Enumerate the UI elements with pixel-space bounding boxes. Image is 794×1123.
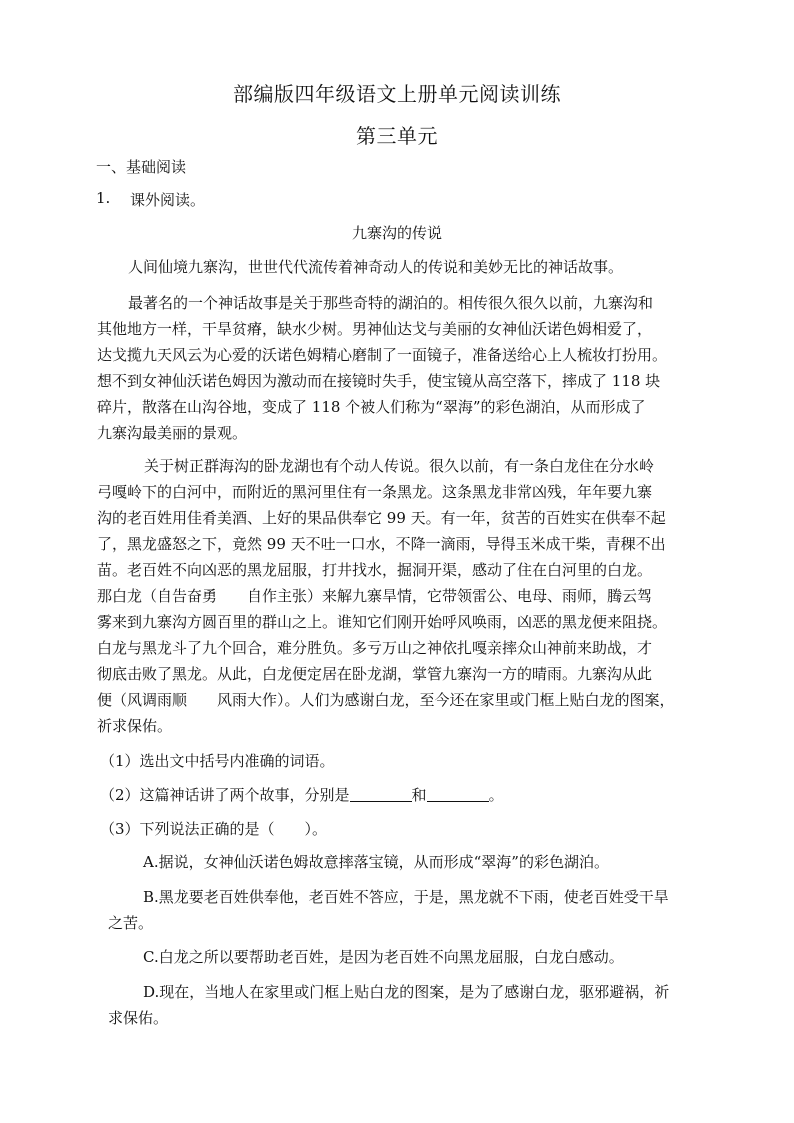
paragraph-2-line: 想不到女神仙沃诺色姆因为激动而在接镜时失手，使宝镜从高空落下，摔成了 118 块 bbox=[97, 372, 661, 390]
option-a: A.据说，女神仙沃诺色姆故意摔落宝镜，从而形成“翠海”的彩色湖泊。 bbox=[143, 853, 609, 871]
passage-title: 九寨沟的传说 bbox=[351, 224, 442, 242]
paragraph-3-line: 雾来到九寨沟方圆百里的群山之上。谁知它们刚开始呼风唤雨，凶恶的黑龙便来阻挠。 bbox=[97, 613, 668, 631]
answer-blank-1[interactable] bbox=[350, 787, 412, 802]
question-text: 课外阅读。 bbox=[130, 191, 206, 209]
document-title: 部编版四年级语文上册单元阅读训练 bbox=[233, 82, 561, 106]
sub-question-1: （1）选出文中括号内准确的词语。 bbox=[100, 752, 335, 770]
answer-blank-2[interactable] bbox=[427, 787, 489, 802]
paragraph-2-line: 九寨沟最美丽的景观。 bbox=[97, 424, 248, 442]
question-number: 1. bbox=[96, 189, 111, 207]
sub-question-2-and: 和 bbox=[411, 786, 427, 804]
option-b-continued: 之苦。 bbox=[108, 914, 154, 932]
option-b: B.黑龙要老百姓供奉他，老百姓不答应，于是，黑龙就不下雨，使老百姓受干旱 bbox=[143, 888, 669, 906]
unit-heading: 第三单元 bbox=[356, 124, 438, 148]
sub-question-3: （3）下列说法正确的是（ ）。 bbox=[100, 820, 328, 838]
sub-question-2 bbox=[100, 784, 504, 805]
option-d-continued: 求保佑。 bbox=[108, 1009, 169, 1027]
paragraph-3-line: 了，黑龙盛怒之下，竟然 99 天不吐一口水，不降一滴雨，导得玉米成干柴，青稞不出 bbox=[97, 535, 666, 553]
paragraph-2-line: 最著名的一个神话故事是关于那些奇特的湖泊的。相传很久很久以前，九寨沟和 bbox=[128, 294, 654, 312]
paragraph-3-line: 沟的老百姓用佳肴美酒、上好的果品供奉它 99 天。有一年，贫苦的百姓实在供奉不起 bbox=[97, 509, 666, 527]
paragraph-2-line: 达戈揽九天风云为心爱的沃诺色姆精心磨制了一面镜子，准备送给心上人梳妆打扮用。 bbox=[97, 346, 668, 364]
sub-question-2-end: 。 bbox=[488, 786, 504, 804]
paragraph-2-line: 其他地方一样，干旱贫瘠，缺水少树。男神仙达戈与美丽的女神仙沃诺色姆相爱了， bbox=[97, 320, 653, 338]
paragraph-3-line: 便（风调雨顺 风雨大作）。人们为感谢白龙，至今还在家里或门框上贴白龙的图案， bbox=[97, 691, 675, 709]
paragraph-1: 人间仙境九寨沟，世世代代流传着神奇动人的传说和美妙无比的神话故事。 bbox=[128, 258, 624, 276]
section-heading: 一、基础阅读 bbox=[96, 158, 187, 176]
paragraph-3-line: 弓嘎岭下的白河中，而附近的黑河里住有一条黑龙。这条黑龙非常凶残，年年要九寨 bbox=[97, 483, 653, 501]
option-c: C.白龙之所以要帮助老百姓，是因为老百姓不向黑龙屈服，白龙白感动。 bbox=[143, 948, 624, 966]
paragraph-3-line: 白龙与黑龙斗了九个回合，难分胜负。多亏万山之神依扎嘎亲摔众山神前来助战，才 bbox=[97, 639, 653, 657]
paragraph-3-line: 彻底击败了黑龙。从此，白龙便定居在卧龙湖，掌管九寨沟一方的晴雨。九寨沟从此 bbox=[97, 665, 653, 683]
paragraph-3-line: 苗。老百姓不向凶恶的黑龙屈服，打井找水，掘洞开渠，感动了住在白河里的白龙。 bbox=[97, 561, 653, 579]
paragraph-3-line: 关于树正群海沟的卧龙湖也有个动人传说。很久以前，有一条白龙住在分水岭 bbox=[144, 457, 655, 475]
sub-question-2-text: （2）这篇神话讲了两个故事，分别是 bbox=[100, 786, 350, 804]
paragraph-3-line: 那白龙（自告奋勇 自作主张）来解九寨旱情，它带领雷公、电母、雨师，腾云驾 bbox=[97, 587, 653, 605]
option-d: D.现在，当地人在家里或门框上贴白龙的图案，是为了感谢白龙，驱邪避祸，祈 bbox=[143, 983, 670, 1001]
paragraph-2-line: 碎片，散落在山沟谷地，变成了 118 个被人们称为“翠海”的彩色湖泊，从而形成了 bbox=[97, 398, 646, 416]
paragraph-3-line: 祈求保佑。 bbox=[97, 717, 173, 735]
